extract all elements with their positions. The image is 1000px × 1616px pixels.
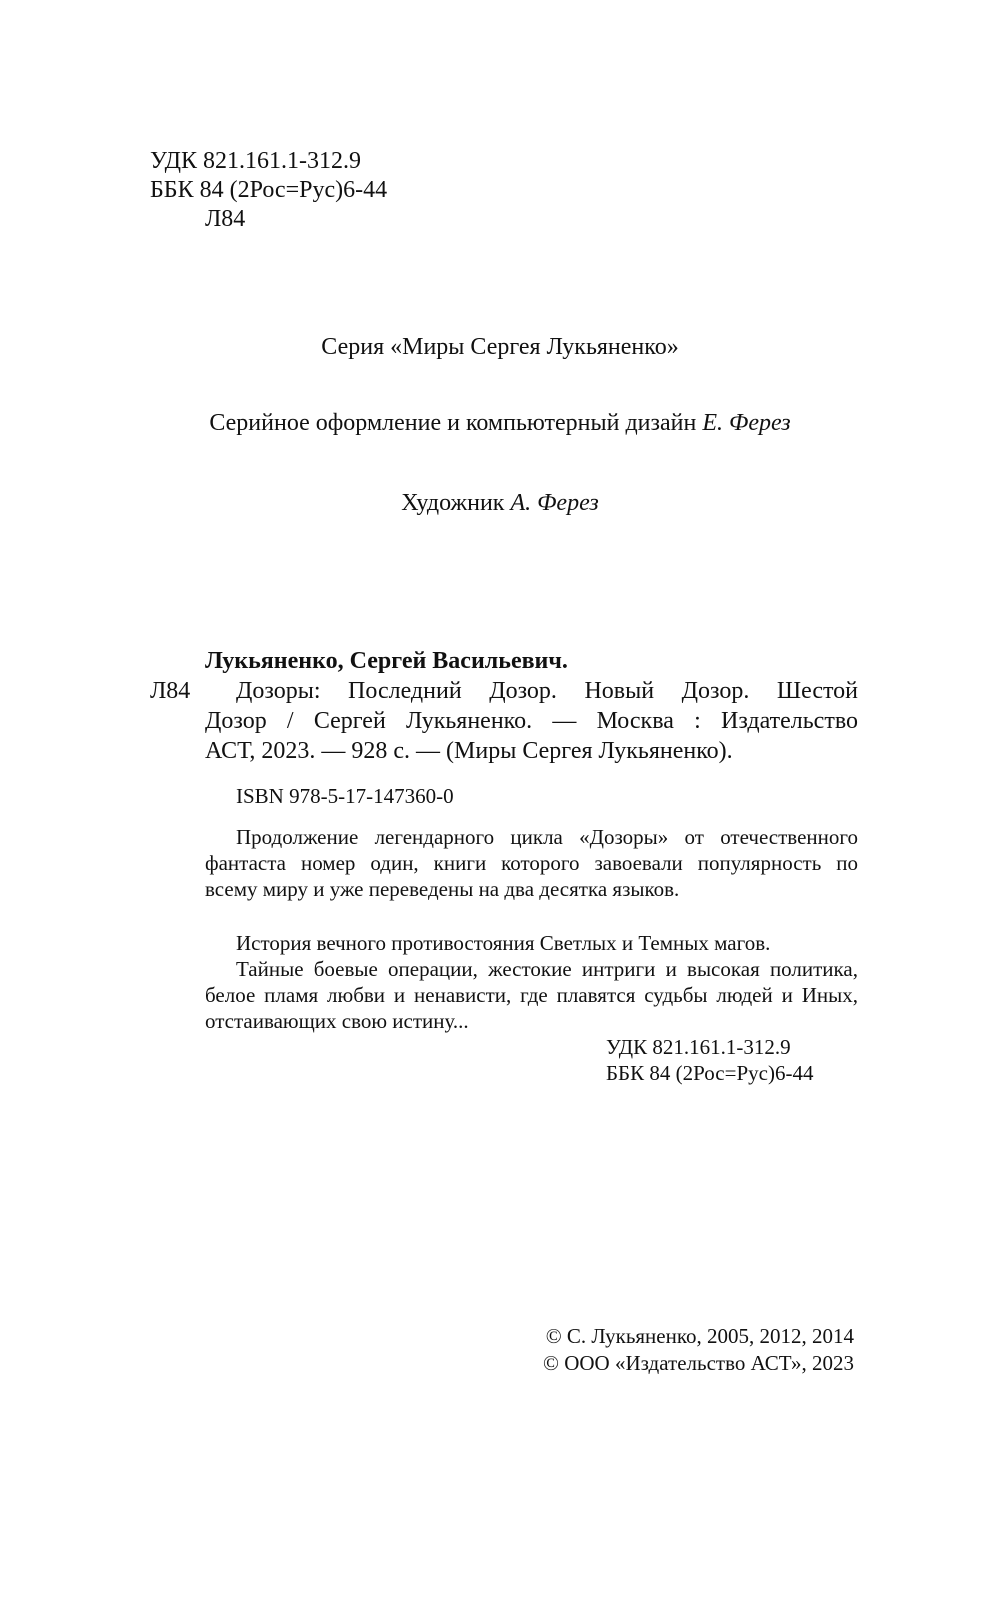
catalog-description-line: Дозоры: Последний Дозор. Новый Дозор. Шестой [236,678,858,704]
udk-code-bottom: УДК 821.161.1-312.9 [606,1035,791,1059]
design-credit-name: Е. Ферез [702,410,791,436]
annotation-line: отстаивающих свою истину... [205,1009,469,1033]
author-sign-top: Л84 [205,206,246,232]
isbn: ISBN 978-5-17-147360-0 [236,784,454,808]
design-credit [0,409,1000,438]
udk-code-top: УДК 821.161.1-312.9 [150,148,361,174]
copyright-line: © ООО «Издательство АСТ», 2023 [543,1351,854,1375]
annotation-line: всему миру и уже переведены на два десятка языков. [205,877,680,901]
annotation-line: фантаста номер один, книги которого завоевали популярность по [205,851,858,875]
annotation-line: Тайные боевые операции, жестокие интриги и высокая политика, [236,957,858,981]
artist-credit-name: А. Ферез [510,490,599,516]
artist-credit [0,489,1000,518]
design-credit-text: Серийное оформление и компьютерный дизайн [209,410,697,436]
catalog-description-line: Дозор / Сергей Лукьяненко. — Москва : Издательство [205,708,858,734]
annotation-line: История вечного противостояния Светлых и Темных магов. [236,931,771,955]
series-line: Серия «Миры Сергея Лукьяненко» [321,334,679,360]
annotation-line: Продолжение легендарного цикла «Дозоры» от отечественного [236,825,858,849]
annotation-line: белое пламя любви и ненависти, где плавятся судьбы людей и Иных, [205,983,858,1007]
bbk-code-top: ББК 84 (2Рос=Рус)6-44 [150,177,388,203]
catalog-author-heading: Лукьяненко, Сергей Васильевич. [205,648,568,674]
catalog-author-sign: Л84 [150,678,191,704]
artist-credit-text: Художник [401,490,505,516]
copyright-line: © С. Лукьяненко, 2005, 2012, 2014 [545,1324,854,1348]
catalog-description-line: АСТ, 2023. — 928 с. — (Миры Сергея Лукьяненко). [205,738,733,764]
bbk-code-bottom: ББК 84 (2Рос=Рус)6-44 [606,1061,814,1085]
